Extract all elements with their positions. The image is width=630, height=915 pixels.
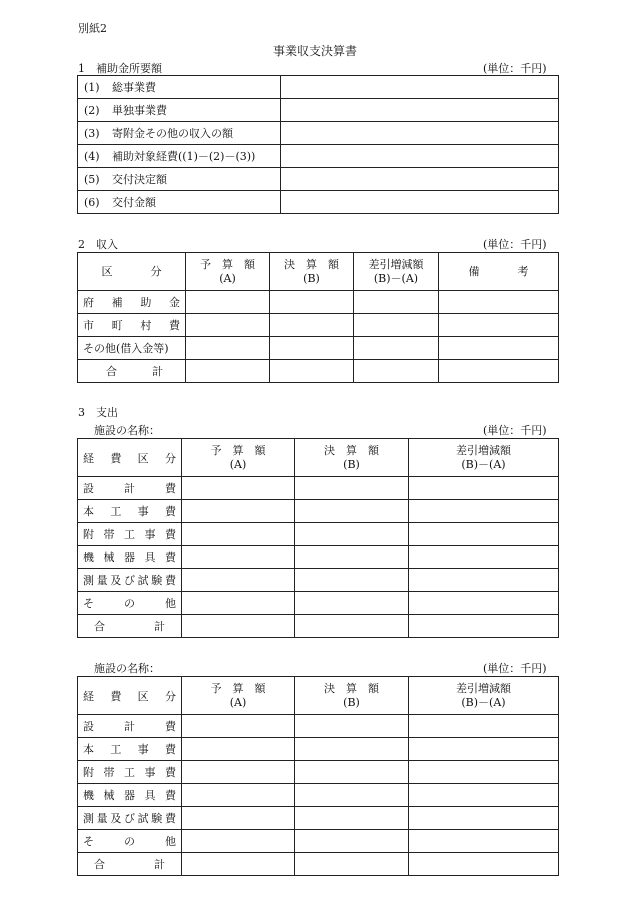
spaced-label (83, 787, 176, 803)
s3-row (78, 761, 559, 784)
s3-cell[interactable] (295, 830, 409, 853)
spaced-label (83, 572, 176, 588)
s2-col-diff (354, 253, 439, 291)
label-char: 機 (83, 789, 94, 802)
s2-col-budget (186, 253, 270, 291)
s3-row (78, 830, 559, 853)
s1-row-value[interactable] (281, 168, 559, 191)
s3-row-label (78, 546, 182, 569)
s3-row (78, 615, 559, 638)
s3-cell[interactable] (295, 500, 409, 523)
label-char: 市 (83, 319, 94, 332)
spaced-label (83, 450, 176, 466)
s3-col-diff-sub: (B)－(A) (461, 695, 506, 709)
s2-row-label (78, 360, 186, 383)
label-char: 量 (96, 812, 108, 825)
label-char: 補 (111, 296, 123, 309)
s1-row-text: 総事業費 (112, 81, 156, 94)
s3-row-label (78, 853, 182, 876)
label-char: 費 (110, 451, 122, 465)
s3-cell[interactable] (295, 523, 409, 546)
spaced-label (83, 549, 176, 565)
s3-row-label (78, 477, 182, 500)
s3-cell[interactable] (409, 523, 559, 546)
label-char: 験 (151, 574, 163, 587)
s3-cell[interactable] (409, 546, 559, 569)
s3-row-label (78, 807, 182, 830)
s3-col-settle-sub: (B) (343, 457, 360, 471)
label-char: 区 (101, 264, 113, 278)
section1-table (77, 75, 559, 214)
s3-col-diff-text: 差引増減額 (456, 443, 511, 457)
label-char: 工 (110, 505, 122, 518)
s3-cell[interactable] (409, 500, 559, 523)
expense-table-1 (77, 438, 559, 638)
s3-row (78, 523, 559, 546)
s2-cell[interactable] (354, 360, 439, 383)
label-char: 助 (140, 296, 152, 309)
label-char: 事 (137, 505, 149, 518)
s3-cell[interactable] (295, 546, 409, 569)
s3-col-budget-text: 予 算 額 (210, 681, 266, 695)
s2-col-diff-sub: (B)－(A) (373, 271, 419, 285)
s3-col-kubun (78, 439, 182, 477)
s1-row-label (78, 168, 281, 191)
s1-row (78, 122, 559, 145)
doc-label: 別紙2 (78, 22, 107, 35)
label-char: そ (83, 835, 94, 848)
s3-cell[interactable] (182, 592, 295, 615)
s3-cell[interactable] (182, 500, 295, 523)
s3-cell[interactable] (182, 853, 295, 876)
spaced-label (83, 764, 176, 780)
label-char: 試 (137, 812, 149, 825)
s2-cell[interactable] (354, 314, 439, 337)
s3-cell[interactable] (409, 477, 559, 500)
s3-cell[interactable] (409, 592, 559, 615)
s2-cell[interactable] (186, 360, 270, 383)
s3-row (78, 784, 559, 807)
spaced-label (83, 317, 180, 333)
label-char: 費 (164, 574, 176, 587)
spaced-label (83, 595, 176, 611)
s3-row (78, 592, 559, 615)
spaced-label (83, 294, 180, 310)
s1-row-label (78, 99, 281, 122)
label-char: 及 (110, 574, 122, 587)
label-char: の (124, 835, 135, 848)
section2-unit: (単位：千円) (483, 238, 547, 251)
s2-col-settle (270, 253, 354, 291)
s2-cell[interactable] (186, 337, 270, 360)
s1-row (78, 191, 559, 214)
s3-col-budget (182, 677, 295, 715)
label-char: び (123, 574, 135, 587)
label-char: 計 (152, 365, 163, 378)
label-char: 験 (151, 812, 163, 825)
section3-unit-1: (単位：千円) (483, 424, 547, 437)
s2-cell[interactable] (439, 337, 559, 360)
spaced-label (83, 526, 176, 542)
spaced-label (106, 363, 163, 379)
s3-cell[interactable] (295, 738, 409, 761)
label-char: 本 (83, 743, 94, 756)
s3-row-label (78, 738, 182, 761)
spaced-label (94, 618, 165, 634)
spaced-label (94, 856, 165, 872)
label-char: 区 (137, 451, 149, 465)
label-char: 具 (144, 551, 156, 564)
label-char: 分 (164, 451, 176, 465)
s2-col-remarks (439, 253, 559, 291)
s3-header-row (78, 677, 559, 715)
label-char: 費 (168, 319, 180, 332)
s1-row-value[interactable] (281, 122, 559, 145)
s3-header-row (78, 439, 559, 477)
label-char: 備 (468, 264, 480, 278)
s3-col-budget (182, 439, 295, 477)
s3-col-settle (295, 439, 409, 477)
s3-cell[interactable] (182, 523, 295, 546)
label-char: 合 (94, 858, 105, 871)
s3-row (78, 853, 559, 876)
s3-col-kubun (78, 677, 182, 715)
s3-cell[interactable] (182, 569, 295, 592)
section1-unit: (単位：千円) (483, 62, 547, 75)
s3-cell[interactable] (295, 569, 409, 592)
label-char: 費 (164, 505, 176, 518)
s2-col-settle-text: 決 算 額 (284, 257, 339, 271)
s3-cell[interactable] (409, 784, 559, 807)
s3-cell[interactable] (409, 569, 559, 592)
s3-row (78, 477, 559, 500)
s2-cell[interactable] (270, 291, 354, 314)
s2-cell[interactable] (354, 291, 439, 314)
spaced-label (83, 503, 176, 519)
label-char: 械 (103, 551, 115, 564)
spaced-label (83, 718, 176, 734)
label-char: 計 (124, 720, 135, 733)
label-char: 具 (144, 789, 156, 802)
s3-col-settle-text: 決 算 額 (324, 443, 379, 457)
label-char: 試 (137, 574, 149, 587)
s2-cell[interactable] (270, 337, 354, 360)
label-char: 費 (164, 812, 176, 825)
label-char: 附 (83, 528, 94, 541)
s1-row-label (78, 76, 281, 99)
s1-row (78, 145, 559, 168)
s1-row-text: 交付金額 (112, 196, 156, 209)
label-char: 町 (111, 319, 123, 332)
s1-row-number: (4) (84, 150, 100, 163)
s2-row (78, 314, 559, 337)
section3-heading: 3 支出 (78, 406, 118, 419)
label-char: 工 (110, 743, 122, 756)
page-title: 事業収支決算書 (272, 44, 357, 58)
s2-cell[interactable] (439, 291, 559, 314)
section2-heading: 2 収入 (78, 238, 118, 251)
label-char: 帯 (103, 766, 115, 779)
s3-cell[interactable] (182, 477, 295, 500)
s3-cell[interactable] (182, 615, 295, 638)
facility-label-1: 施設の名称： (94, 424, 160, 437)
s2-col-budget-text: 予 算 額 (200, 257, 255, 271)
s3-col-diff (409, 677, 559, 715)
s3-row-label (78, 569, 182, 592)
s2-col-kubun-text (102, 265, 162, 279)
label-char: 機 (83, 551, 94, 564)
s2-row (78, 360, 559, 383)
s1-row-value[interactable] (281, 145, 559, 168)
label-char: の (124, 597, 135, 610)
s3-row-label (78, 784, 182, 807)
label-char: 工 (124, 528, 135, 541)
s3-row (78, 715, 559, 738)
s1-row-text: 補助対象経費((1)－(2)－(3)) (112, 150, 256, 163)
s1-row-number: (1) (84, 81, 100, 94)
s1-row-value[interactable] (281, 99, 559, 122)
s1-row-label (78, 122, 281, 145)
s3-cell[interactable] (182, 715, 295, 738)
s3-cell[interactable] (182, 761, 295, 784)
s2-cell[interactable] (439, 360, 559, 383)
s3-col-settle (295, 677, 409, 715)
label-char: 附 (83, 766, 94, 779)
s1-row-text: 単独事業費 (112, 104, 167, 117)
s3-col-settle-text: 決 算 額 (324, 681, 379, 695)
s3-cell[interactable] (295, 592, 409, 615)
s3-cell[interactable] (295, 615, 409, 638)
s2-row-label (78, 314, 186, 337)
label-char: 合 (106, 365, 117, 378)
s2-col-remarks-text (469, 265, 529, 279)
label-char: 費 (165, 720, 176, 733)
label-char: 村 (140, 319, 152, 332)
s3-row (78, 569, 559, 592)
s3-cell[interactable] (182, 784, 295, 807)
spaced-label (83, 688, 176, 704)
spaced-label (83, 741, 176, 757)
label-char: 費 (165, 551, 176, 564)
s3-col-budget-sub: (A) (229, 457, 247, 471)
s3-row-label (78, 592, 182, 615)
s3-cell[interactable] (409, 615, 559, 638)
label-char: 工 (124, 766, 135, 779)
s3-cell[interactable] (409, 761, 559, 784)
s3-col-budget-sub: (A) (229, 695, 247, 709)
label-char: 費 (110, 689, 122, 703)
s2-row (78, 291, 559, 314)
s2-cell[interactable] (270, 314, 354, 337)
s3-cell[interactable] (409, 738, 559, 761)
label-char: 設 (83, 482, 94, 495)
label-char: 及 (110, 812, 122, 825)
s2-cell[interactable] (354, 337, 439, 360)
s3-col-settle-sub: (B) (343, 695, 360, 709)
label-char: 計 (124, 482, 135, 495)
s1-row (78, 99, 559, 122)
label-char: 帯 (103, 528, 115, 541)
s3-col-budget-text: 予 算 額 (210, 443, 266, 457)
s3-col-diff-text: 差引増減額 (456, 681, 511, 695)
s1-row-label (78, 145, 281, 168)
label-char: 分 (150, 264, 162, 278)
label-char: 区 (137, 689, 149, 703)
s1-row-value[interactable] (281, 191, 559, 214)
s2-col-settle-sub: (B) (303, 271, 320, 285)
label-char: 計 (154, 620, 165, 633)
label-char: 計 (154, 858, 165, 871)
s3-cell[interactable] (409, 807, 559, 830)
section1-heading: 1 補助金所要額 (78, 62, 162, 75)
label-char: 費 (165, 789, 176, 802)
label-char: 量 (96, 574, 108, 587)
label-char: 測 (83, 812, 94, 825)
s1-row-value[interactable] (281, 76, 559, 99)
s3-cell[interactable] (295, 715, 409, 738)
s3-cell[interactable] (409, 830, 559, 853)
spaced-label (469, 265, 529, 279)
s1-row-text: 交付決定額 (112, 173, 167, 186)
section2-table (77, 252, 559, 383)
label-char: 金 (168, 296, 180, 309)
s3-row (78, 738, 559, 761)
spaced-label (83, 833, 176, 849)
facility-label-2: 施設の名称： (94, 662, 160, 675)
label-char: 経 (83, 689, 94, 703)
s1-row-number: (5) (84, 173, 100, 186)
s3-row (78, 500, 559, 523)
label-char: 測 (83, 574, 94, 587)
s3-cell[interactable] (295, 784, 409, 807)
s3-row-label (78, 761, 182, 784)
label-char: 費 (165, 482, 176, 495)
label-char: 費 (165, 528, 176, 541)
s2-row-label (78, 291, 186, 314)
label-char: び (123, 812, 135, 825)
s3-cell[interactable] (182, 807, 295, 830)
s2-row-label: その他(借入金等) (78, 337, 186, 360)
label-char: 事 (137, 743, 149, 756)
s3-cell[interactable] (295, 761, 409, 784)
s3-row (78, 807, 559, 830)
label-char: 費 (164, 743, 176, 756)
label-char: 器 (124, 789, 135, 802)
s3-cell[interactable] (182, 830, 295, 853)
label-char: 他 (165, 597, 176, 610)
s1-row-number: (3) (84, 127, 100, 140)
label-char: 府 (83, 296, 94, 309)
label-char: 本 (83, 505, 94, 518)
label-char: 経 (83, 451, 94, 465)
s3-cell[interactable] (295, 807, 409, 830)
s3-col-diff-sub: (B)－(A) (461, 457, 506, 471)
s3-row-label (78, 715, 182, 738)
s3-row (78, 546, 559, 569)
s1-row-label (78, 191, 281, 214)
label-char: 械 (103, 789, 115, 802)
spaced-label (102, 265, 162, 279)
label-char: そ (83, 597, 94, 610)
label-char: 設 (83, 720, 94, 733)
s1-row (78, 168, 559, 191)
s2-col-kubun (78, 253, 186, 291)
s3-row-label (78, 615, 182, 638)
s2-cell[interactable] (186, 314, 270, 337)
s2-cell[interactable] (186, 291, 270, 314)
s1-row (78, 76, 559, 99)
s3-row-label (78, 830, 182, 853)
s1-row-text: 寄附金その他の収入の額 (112, 127, 233, 140)
spaced-label (83, 480, 176, 496)
s3-row-label (78, 500, 182, 523)
label-char: 分 (164, 689, 176, 703)
section3-unit-2: (単位：千円) (483, 662, 547, 675)
label-char: 費 (165, 766, 176, 779)
s2-col-diff-text: 差引増減額 (368, 257, 424, 271)
label-char: 考 (517, 264, 529, 278)
label-char: 事 (144, 766, 156, 779)
s1-row-number: (6) (84, 196, 100, 209)
expense-table-2 (77, 676, 559, 876)
s3-cell[interactable] (409, 853, 559, 876)
s3-cell[interactable] (295, 477, 409, 500)
s3-cell[interactable] (409, 715, 559, 738)
s3-col-diff (409, 439, 559, 477)
s3-row-label (78, 523, 182, 546)
label-char: 他 (165, 835, 176, 848)
s1-row-number: (2) (84, 104, 100, 117)
label-char: 器 (124, 551, 135, 564)
s2-cell[interactable] (439, 314, 559, 337)
s3-cell[interactable] (182, 546, 295, 569)
s2-row (78, 337, 559, 360)
s2-col-budget-sub: (A) (219, 271, 236, 285)
spaced-label (83, 810, 176, 826)
s2-cell[interactable] (270, 360, 354, 383)
label-char: 合 (94, 620, 105, 633)
s3-cell[interactable] (295, 853, 409, 876)
label-char: 事 (144, 528, 156, 541)
s3-cell[interactable] (182, 738, 295, 761)
